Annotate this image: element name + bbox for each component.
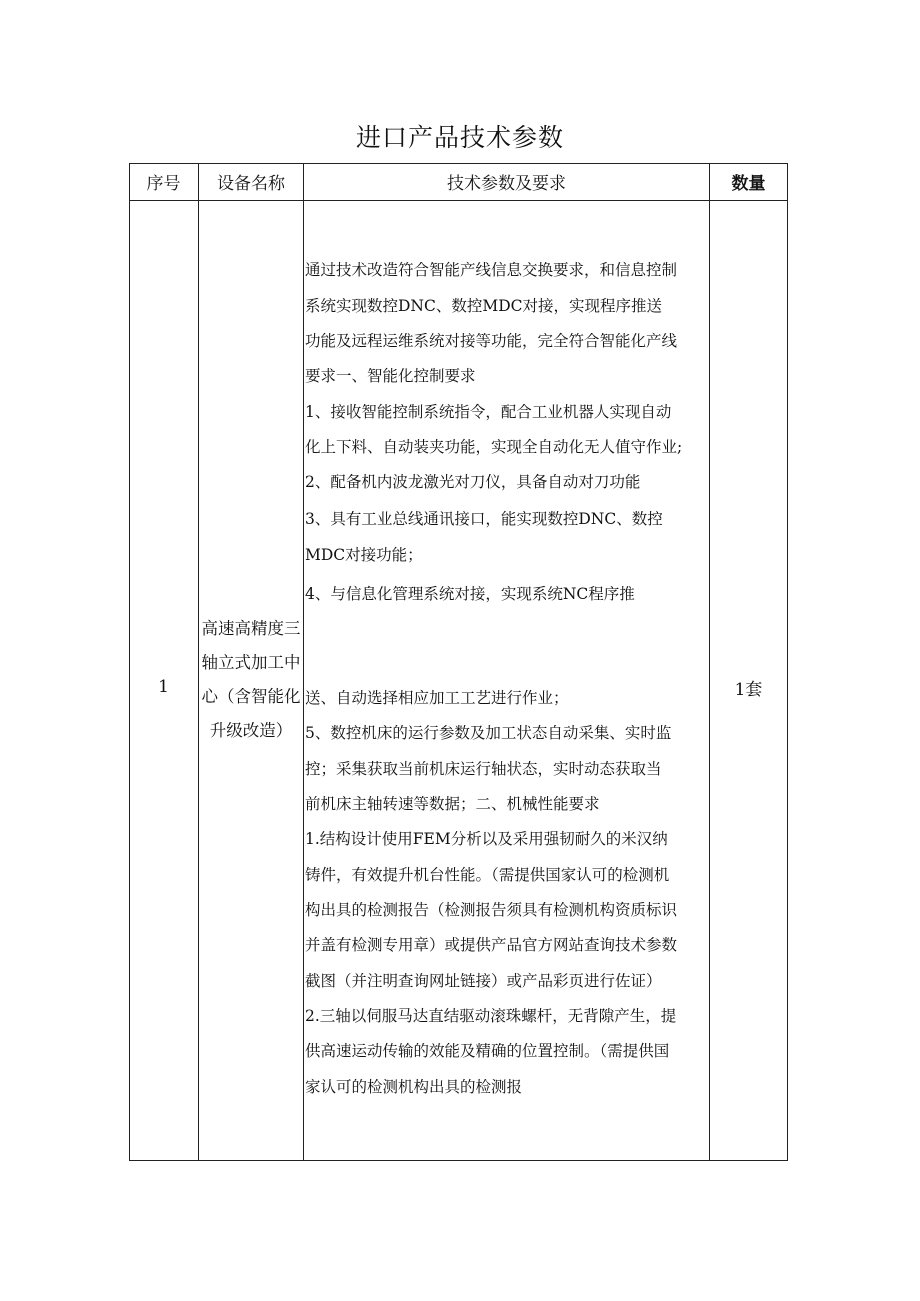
spec-line: 供高速运动传输的效能及精确的位置控制。（需提供国	[305, 1042, 670, 1060]
spec-line: 铸件，有效提升机台性能。（需提供国家认可的检测机	[305, 866, 670, 884]
spec-line: 1.结构设计使用FEM分析以及采用强韧耐久的米汉纳	[305, 830, 668, 848]
spec-line: 2.三轴以伺服马达直结驱动滚珠螺杆，无背隙产生，提	[305, 1007, 677, 1025]
spec-line: 要求一、智能化控制要求	[305, 367, 476, 385]
spec-line: 功能及远程运维系统对接等功能，完全符合智能化产线	[305, 332, 678, 350]
spec-line: 5、数控机床的运行参数及加工状态自动采集、实时监	[305, 724, 672, 742]
spec-line: 并盖有检测专用章）或提供产品官方网站查询技术参数	[305, 936, 678, 954]
header-spec: 技术参数及要求	[447, 174, 566, 194]
page-title: 进口产品技术参数	[355, 123, 564, 152]
spec-line: 化上下料、自动装夹功能，实现全自动化无人值守作业;	[305, 438, 683, 456]
column-divider	[709, 163, 710, 1161]
header-divider	[129, 200, 788, 201]
equipment-name-line: 高速高精度三	[201, 619, 301, 638]
row-index: 1	[158, 677, 169, 697]
header-quantity: 数量	[731, 174, 766, 194]
spec-line: 送、自动选择相应加工工艺进行作业；	[305, 689, 569, 707]
equipment-name-line: 升级改造）	[209, 721, 293, 740]
column-divider	[303, 163, 304, 1161]
spec-line: 2、配备机内波龙激光对刀仪，具备自动对刀功能	[305, 473, 641, 491]
equipment-name-line: 轴立式加工中	[201, 653, 301, 672]
spec-line: 4、与信息化管理系统对接，实现系统NC程序推	[305, 585, 635, 603]
quantity: 1套	[734, 679, 763, 700]
header-index: 序号	[146, 174, 181, 194]
spec-line: 家认可的检测机构出具的检测报	[305, 1078, 523, 1096]
spec-line: MDC对接功能；	[305, 546, 423, 564]
spec-line: 1、接收智能控制系统指令，配合工业机器人实现自动	[305, 403, 672, 421]
spec-line: 3、具有工业总线通讯接口，能实现数控DNC、数控	[305, 510, 663, 528]
spec-line: 构出具的检测报告（检测报告须具有检测机构资质标识	[305, 901, 678, 919]
spec-line: 通过技术改造符合智能产线信息交换要求，和信息控制	[305, 261, 678, 279]
spec-line: 前机床主轴转速等数据；二、机械性能要求	[305, 795, 600, 813]
spec-line: 控；采集获取当前机床运行轴状态，实时动态获取当	[305, 760, 662, 778]
spec-line: 截图（并注明查询网址链接）或产品彩页进行佐证）	[305, 972, 662, 990]
equipment-name-line: 心（含智能化	[201, 687, 301, 706]
header-equipment-name: 设备名称	[217, 174, 285, 194]
equipment-name	[199, 612, 303, 748]
spec-line: 系统实现数控DNC、数控MDC对接，实现程序推送	[305, 297, 663, 315]
